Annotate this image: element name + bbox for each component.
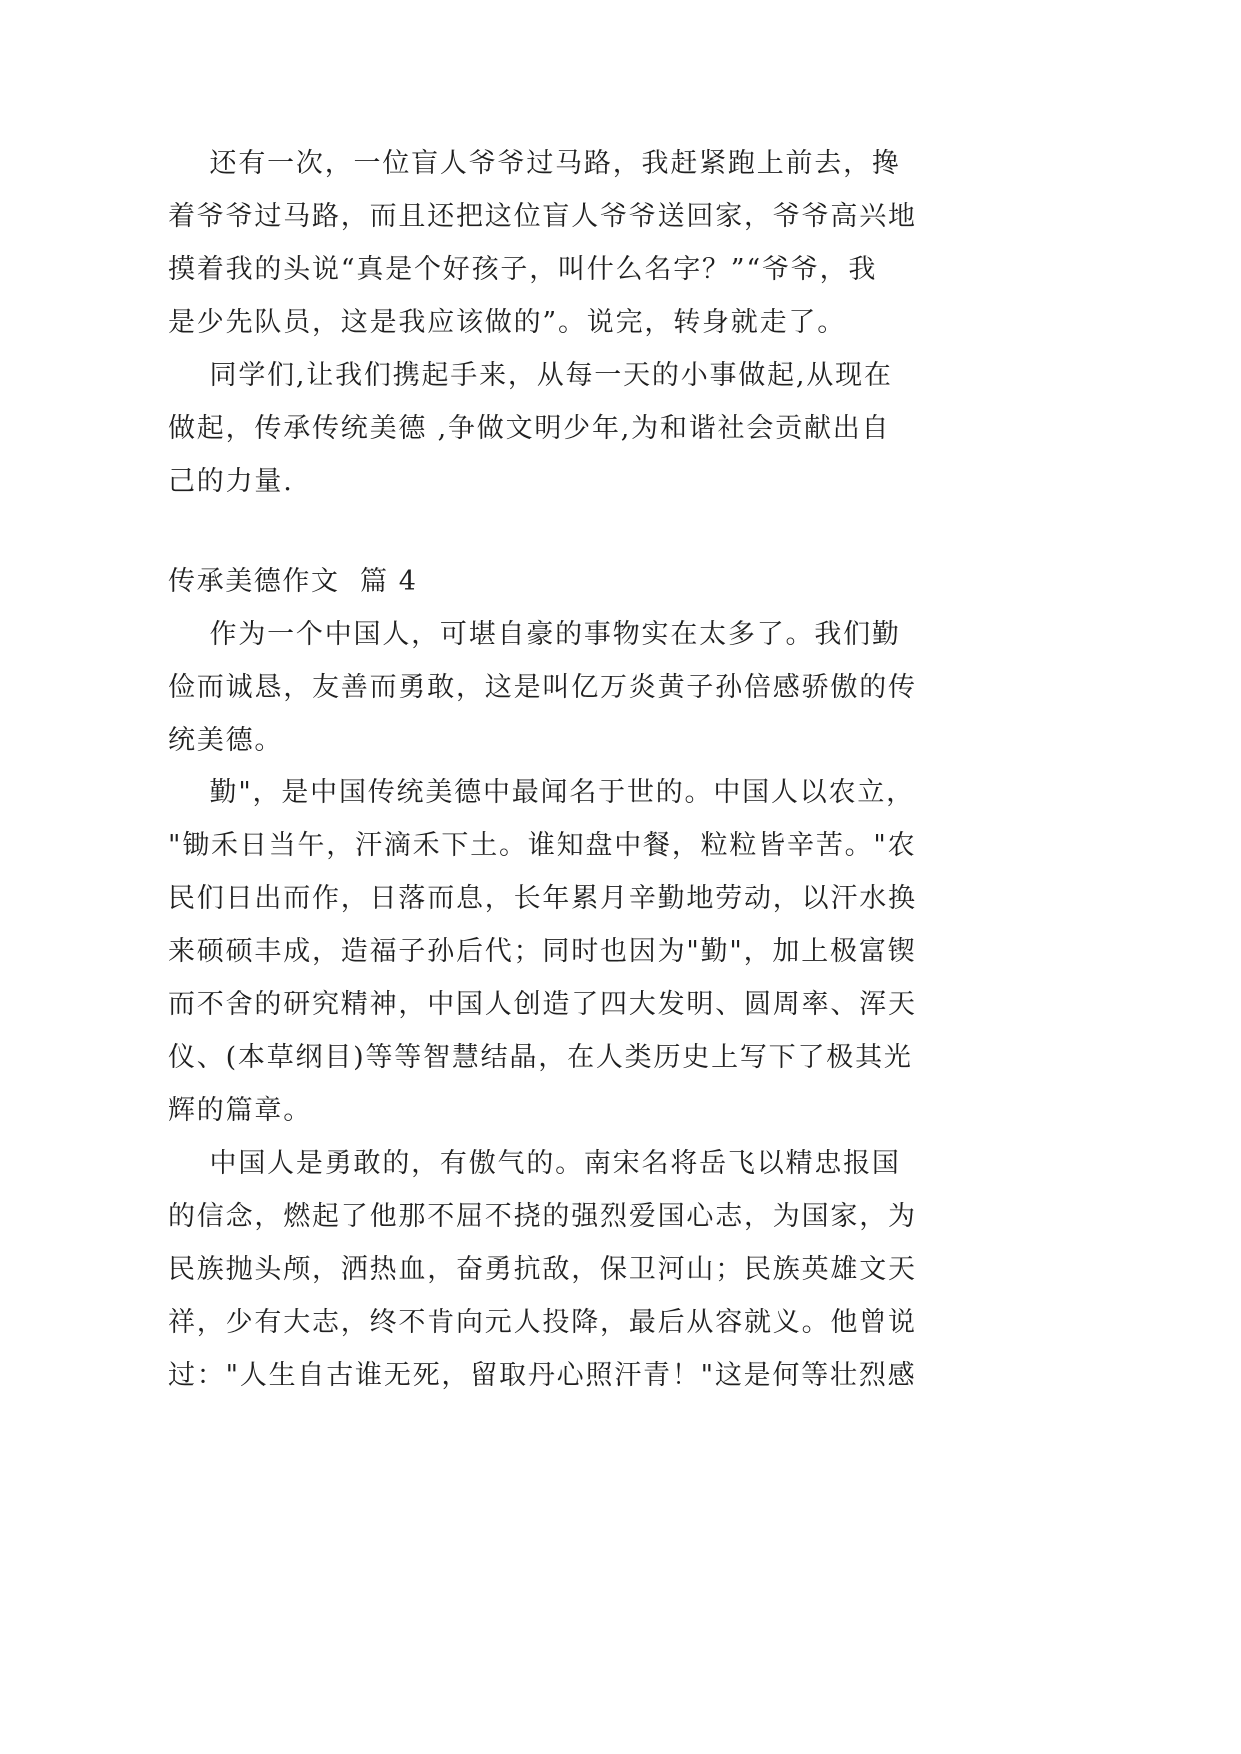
paragraph-1-line-1: 还有一次，一位盲人爷爷过马路，我赶紧跑上前去，搀	[168, 148, 901, 179]
paragraph-4-line-6: 仪、(本草纲目)等等智慧结晶，在人类历史上写下了极其光	[168, 1042, 913, 1073]
paragraph-4-line-2: "锄禾日当午，汗滴禾下土。谁知盘中餐，粒粒皆辛苦。"农	[168, 830, 917, 861]
paragraph-3-line-3: 统美德。	[168, 725, 284, 756]
paragraph-3-line-1: 作为一个中国人，可堪自豪的事物实在太多了。我们勤	[168, 619, 901, 650]
paragraph-1-line-3: 摸着我的头说“真是个好孩子，叫什么名字？”“爷爷，我	[168, 254, 878, 285]
paragraph-5-line-3: 民族抛头颅，洒热血，奋勇抗敌，保卫河山；民族英雄文天	[168, 1254, 917, 1285]
paragraph-4-line-4: 来硕硕丰成，造福子孙后代；同时也因为"勤"，加上极富锲	[168, 936, 917, 967]
paragraph-5-line-5: 过："人生自古谁无死，留取丹心照汗青！"这是何等壮烈感	[168, 1360, 917, 1391]
paragraph-4-line-3: 民们日出而作，日落而息，长年累月辛勤地劳动，以汗水换	[168, 883, 917, 914]
paragraph-5-line-1: 中国人是勇敢的，有傲气的。南宋名将岳飞以精忠报国	[168, 1148, 901, 1179]
paragraph-5-line-2: 的信念，燃起了他那不屈不挠的强烈爱国心志，为国家，为	[168, 1201, 917, 1232]
paragraph-2-line-2: 做起，传承传统美德 ,争做文明少年,为和谐社会贡献出自	[168, 413, 891, 444]
paragraph-2-line-3: 己的力量.	[168, 466, 294, 497]
paragraph-4-line-5: 而不舍的研究精神，中国人创造了四大发明、圆周率、浑天	[168, 989, 917, 1020]
section-heading: 传承美德作文 篇 4	[168, 566, 418, 597]
paragraph-1-line-4: 是少先队员，这是我应该做的”。说完，转身就走了。	[168, 307, 847, 338]
paragraph-2-line-1: 同学们,让我们携起手来，从每一天的小事做起,从现在	[168, 360, 893, 391]
paragraph-4-line-7: 辉的篇章。	[168, 1095, 312, 1126]
paragraph-4-line-1: 勤"，是中国传统美德中最闻名于世的。中国人以农立，	[168, 777, 915, 808]
paragraph-3-line-2: 俭而诚恳，友善而勇敢，这是叫亿万炎黄子孙倍感骄傲的传	[168, 672, 917, 703]
paragraph-1-line-2: 着爷爷过马路，而且还把这位盲人爷爷送回家，爷爷高兴地	[168, 201, 917, 232]
paragraph-5-line-4: 祥，少有大志，终不肯向元人投降，最后从容就义。他曾说	[168, 1307, 917, 1338]
